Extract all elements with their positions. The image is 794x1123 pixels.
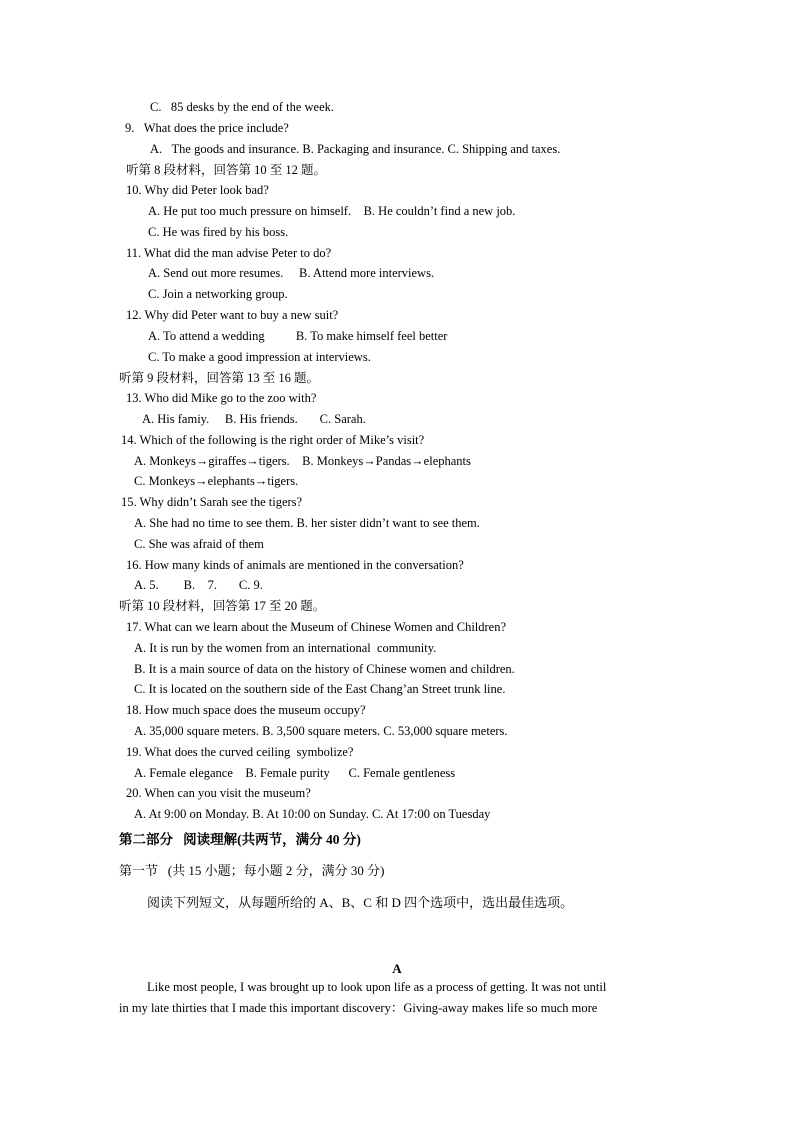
q12-options-ab: A. To attend a wedding B. To make himself feel better: [148, 329, 448, 343]
question-14: 14. Which of the following is the right order of Mike’s visit?: [121, 433, 425, 447]
q19-options: A. Female elegance B. Female purity C. Female gentleness: [134, 766, 456, 780]
q11-options-ab: A. Send out more resumes. B. Attend more interviews.: [148, 266, 435, 280]
question-9: 9. What does the price include?: [125, 121, 289, 135]
q16-options: A. 5. B. 7. C. 9.: [134, 578, 263, 592]
q8-option-c: C. 85 desks by the end of the week.: [150, 100, 334, 114]
question-19: 19. What does the curved ceiling symbolize?: [126, 745, 354, 759]
reading-instruction: 阅读下列短文，从每题所给的 A、B、C 和 D 四个选项中，选出最佳选项。: [147, 895, 574, 910]
q18-options: A. 35,000 square meters. B. 3,500 square meters. C. 53,000 square meters.: [134, 724, 508, 738]
q11-option-c: C. Join a networking group.: [148, 287, 288, 301]
q14-options-ab: A. Monkeys→giraffes→tigers. B. Monkeys→Pandas→elephants: [134, 454, 471, 468]
audio-section-9-instruction: 听第 9 段材料，回答第 13 至 16 题。: [119, 371, 320, 385]
q13-options: A. His famiy. B. His friends. C. Sarah.: [142, 412, 366, 426]
q14-option-c: C. Monkeys→elephants→tigers.: [134, 474, 299, 488]
q12-option-c: C. To make a good impression at interviews.: [148, 350, 371, 364]
q17-option-c: C. It is located on the southern side of the East Chang’an Street trunk line.: [134, 682, 506, 696]
q10-option-c: C. He was fired by his boss.: [148, 225, 289, 239]
question-18: 18. How much space does the museum occupy?: [126, 703, 366, 717]
q20-options: A. At 9:00 on Monday. B. At 10:00 on Sunday. C. At 17:00 on Tuesday: [134, 807, 491, 821]
question-13: 13. Who did Mike go to the zoo with?: [126, 391, 317, 405]
q17-option-b: B. It is a main source of data on the history of Chinese women and children.: [134, 662, 515, 676]
question-17: 17. What can we learn about the Museum of Chinese Women and Children?: [126, 620, 507, 634]
passage-line-1: Like most people, I was brought up to look upon life as a process of getting. It was not until: [147, 980, 607, 994]
passage-line-2: in my late thirties that I made this important discovery：Giving-away makes life so much more: [119, 1001, 598, 1015]
question-12: 12. Why did Peter want to buy a new suit?: [126, 308, 339, 322]
q17-option-a: A. It is run by the women from an international community.: [134, 641, 437, 655]
q15-option-c: C. She was afraid of them: [134, 537, 264, 551]
question-15: 15. Why didn’t Sarah see the tigers?: [121, 495, 303, 509]
q9-options: A. The goods and insurance. B. Packaging and insurance. C. Shipping and taxes.: [150, 142, 561, 156]
question-16: 16. How many kinds of animals are mentioned in the conversation?: [126, 558, 464, 572]
question-10: 10. Why did Peter look bad?: [126, 183, 269, 197]
question-20: 20. When can you visit the museum?: [126, 786, 311, 800]
passage-label: A: [392, 961, 402, 976]
part-2-heading: 第二部分 阅读理解(共两节，满分 40 分): [119, 832, 361, 847]
q10-options-ab: A. He put too much pressure on himself. B. He couldn’t find a new job.: [148, 204, 516, 218]
question-11: 11. What did the man advise Peter to do?: [126, 246, 332, 260]
section-1-heading: 第一节 (共 15 小题；每小题 2 分，满分 30 分): [119, 863, 385, 878]
audio-section-10-instruction: 听第 10 段材料，回答第 17 至 20 题。: [119, 599, 326, 613]
q15-options-ab: A. She had no time to see them. B. her sister didn’t want to see them.: [134, 516, 480, 530]
audio-section-8-instruction: 听第 8 段材料，回答第 10 至 12 题。: [126, 163, 327, 177]
